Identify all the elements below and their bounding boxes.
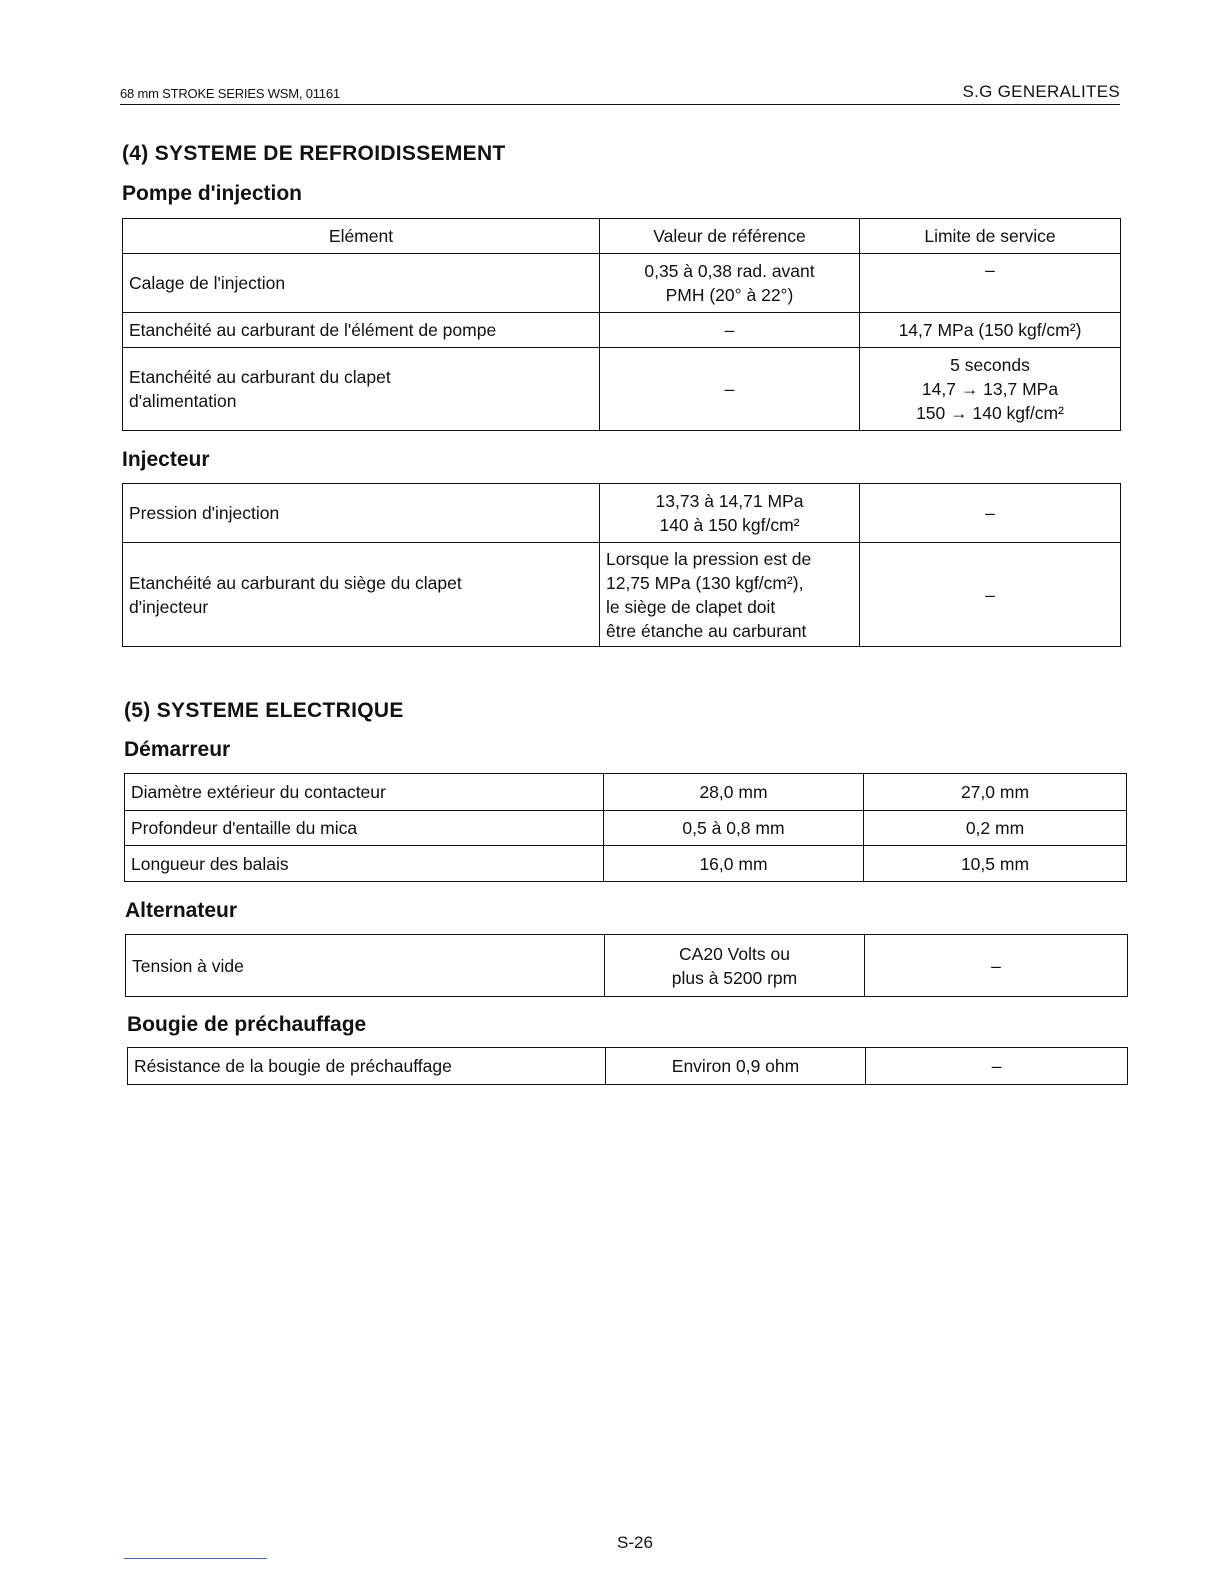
limit-line: 14,7 → 13,7 MPa [921,379,1059,399]
injecteur-title: Injecteur [122,448,210,471]
element-text: Tension à vide [132,955,244,976]
pompe-injection-title: Pompe d'injection [122,182,303,205]
element-cell [128,1048,606,1085]
reference-line: le siège de clapet doit [606,596,776,617]
element-cell [123,543,600,647]
limit-text: – [985,584,995,605]
limit-cell [864,774,1127,811]
element-cell [123,484,600,543]
header-section: S.G GENERALITES [962,82,1120,101]
reference-cell [600,543,860,647]
element-line: d'alimentation [129,391,237,411]
element-line: d'injecteur [129,596,209,617]
element-line: Etanchéité au carburant du clapet [129,367,391,387]
element-text: Longueur des balais [131,853,289,874]
table-row [123,543,1121,647]
element-text: Résistance de la bougie de préchauffage [134,1056,452,1076]
reference-text: – [724,379,735,399]
reference-text: – [724,320,735,340]
element-text: Diamètre extérieur du contacteur [131,782,386,802]
table-row [123,254,1121,313]
reference-line: être étanche au carburant [606,620,807,641]
limit-text: – [991,1056,1002,1076]
table-row [123,484,1121,543]
table-row [126,935,1128,997]
limit-cell [864,846,1127,882]
reference-cell [605,935,865,997]
reference-line: Lorsque la pression est de [606,548,812,569]
element-text: Pression d'injection [129,503,280,523]
page-header [120,82,1120,105]
reference-text: 16,0 mm [699,853,768,874]
reference-text: 0,5 à 0,8 mm [682,818,785,838]
limit-text: 10,5 mm [960,853,1030,874]
reference-cell [600,484,860,543]
reference-cell [604,846,864,882]
table-row [123,313,1121,348]
element-cell [123,313,600,348]
pompe-injection-table [122,218,1121,431]
table-row [123,348,1121,431]
limit-cell [864,811,1127,846]
element-text: Profondeur d'entaille du mica [131,818,358,838]
limit-line: 5 seconds [950,355,1030,375]
element-cell [123,348,600,431]
reference-line: 0,35 à 0,38 rad. avant [644,261,815,281]
limit-text: – [985,503,995,523]
reference-line: 13,73 à 14,71 MPa [655,491,804,511]
limit-text: 14,7 MPa (150 kgf/cm²) [898,320,1082,340]
limit-text: 0,2 mm [965,818,1025,838]
bougie-table [127,1047,1128,1085]
element-cell [125,811,604,846]
reference-cell [600,348,860,431]
limit-cell [860,313,1121,348]
alternateur-title: Alternateur [125,899,238,922]
element-cell [126,935,605,997]
limit-cell [860,484,1121,543]
reference-line: PMH (20° à 22°) [665,285,794,305]
reference-cell [604,811,864,846]
section-4-title: (4) SYSTEME DE REFROIDISSEMENT [122,142,506,165]
bougie-title: Bougie de préchauffage [127,1013,367,1036]
element-cell [123,254,600,313]
element-line: Etanchéité au carburant du siège du clapet [129,572,462,593]
limit-text: – [991,955,1001,976]
alternateur-table [125,934,1128,997]
limit-line: 150 → 140 kgf/cm² [916,403,1064,423]
limit-text: 27,0 mm [960,782,1030,802]
demarreur-title: Démarreur [124,738,231,761]
reference-cell [604,774,864,811]
element-cell [125,846,604,882]
page-number: S-26 [617,1533,653,1552]
footer-rule [124,1558,267,1559]
limit-text: – [985,260,995,280]
reference-text: Environ 0,9 ohm [671,1056,800,1076]
limit-cell [860,348,1121,431]
element-text: Etanchéité au carburant de l'élément de pompe [129,320,497,340]
reference-line: 140 à 150 kgf/cm² [659,515,800,535]
limit-cell [865,935,1128,997]
col-header-element: Elément [123,219,600,254]
element-cell [125,774,604,811]
table-row [125,774,1127,811]
table-header-row [123,219,1121,254]
injecteur-table [122,483,1121,647]
element-text: Calage de l'injection [129,273,286,293]
table-row [125,846,1127,882]
reference-text: 28,0 mm [699,782,768,802]
reference-cell [600,254,860,313]
reference-cell [600,313,860,348]
table-row [128,1048,1128,1085]
demarreur-table [124,773,1127,882]
reference-line: CA20 Volts ou [679,943,790,964]
header-series: 68 mm STROKE SERIES WSM, 01161 [120,86,340,101]
reference-line: plus à 5200 rpm [671,967,798,988]
section-5-title: (5) SYSTEME ELECTRIQUE [124,699,404,722]
table-row [125,811,1127,846]
reference-line: 12,75 MPa (130 kgf/cm²), [606,572,804,593]
reference-cell [606,1048,866,1085]
limit-cell [860,254,1121,313]
limit-cell [860,543,1121,647]
col-header-reference: Valeur de référence [600,219,860,254]
col-header-limit: Limite de service [860,219,1121,254]
limit-cell [866,1048,1128,1085]
